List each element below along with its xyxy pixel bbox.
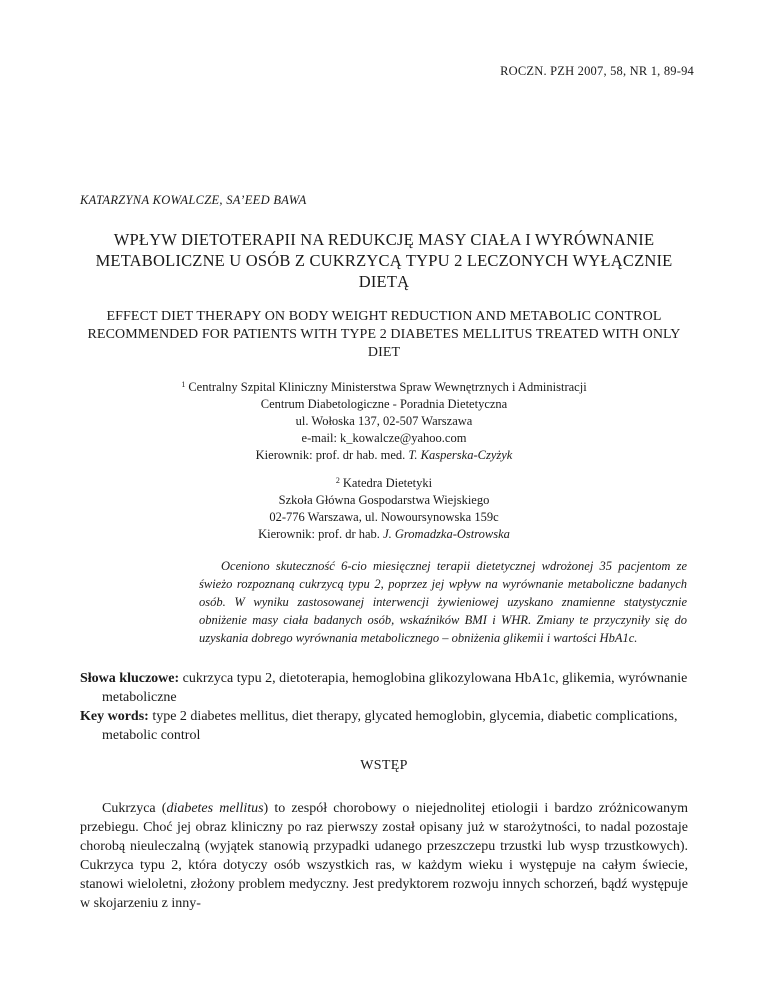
abstract: Oceniono skuteczność 6-cio miesięcznej terapii dietetycznej wdrożonej 35 pacjentom ze świeżo rozpoznaną cukrzycą typu 2, poprzez jej wpływ na wyrównanie metaboliczne badanych osób. W wyniku zastosowanej interwencji żywieniowej uzyskano znamienne statystycznie obniżenie masy ciała badanych osób, wskaźników BMI i WHR. Zmiany te przyczyniły się do uzyskania dobrego wyrównania metabolicznego – obniżenia glikemii i wartości HbA1c. — [199, 559, 687, 645]
authors: KATARZYNA KOWALCZE, SA’EED BAWA — [80, 193, 307, 207]
affiliation-1-email: e-mail: k_kowalcze@yahoo.com — [301, 431, 467, 445]
affiliation-1-line-1: $^1$ Centralny Szpital Kliniczny Ministerstwa Spraw Wewnętrznych i Administracji — [181, 380, 587, 394]
affiliation-2-line-1: $^2$ Katedra Dietetyki — [335, 476, 433, 490]
affiliation-2-head: Kierownik: prof. dr hab. J. Gromadzka-Ostrowska — [258, 527, 510, 541]
affiliation-1-head: Kierownik: prof. dr hab. med. T. Kasperska-Czyżyk — [255, 448, 513, 462]
keywords-english-label: Key words: — [80, 709, 149, 724]
affiliation-2-line-2: Szkoła Główna Gospodarstwa Wiejskiego — [278, 493, 490, 507]
keywords-block — [80, 669, 688, 745]
affiliation-1-head-name: T. Kasperska-Czyżyk — [408, 448, 513, 462]
affiliation-2-marker: 2 — [335, 476, 340, 485]
journal-reference: ROCZN. PZH 2007, 58, NR 1, 89-94 — [500, 64, 694, 78]
keywords-polish: Słowa kluczowe: cukrzyca typu 2, dietoterapia, hemoglobina glikozylowana HbA1c, glikemia, wyrównanie metaboliczne — [80, 671, 688, 705]
affiliation-2 — [80, 472, 688, 543]
latin-term: diabetes mellitus — [166, 801, 264, 816]
affiliation-1-marker: 1 — [181, 380, 186, 389]
keywords-english: Key words: type 2 diabetes mellitus, diet therapy, glycated hemoglobin, glycemia, diabetic complications, metabolic control — [80, 709, 678, 743]
affiliation-1-line-3: ul. Wołoska 137, 02-507 Warszawa — [295, 414, 473, 428]
title-english: EFFECT DIET THERAPY ON BODY WEIGHT REDUCTION AND METABOLIC CONTROL RECOMMENDED FOR PATIENTS WITH TYPE 2 DIABETES MELLITUS TREATED WITH ONLY DIET — [87, 309, 681, 360]
affiliation-2-line-3: 02-776 Warszawa, ul. Nowoursynowska 159c — [269, 510, 499, 524]
affiliation-1-line-2: Centrum Diabetologiczne - Poradnia Dietetyczna — [260, 397, 508, 411]
section-heading: WSTĘP — [360, 758, 408, 773]
affiliation-2-head-name: J. Gromadzka-Ostrowska — [383, 527, 510, 541]
title-polish: WPŁYW DIETOTERAPII NA REDUKCJĘ MASY CIAŁA I WYRÓWNANIE METABOLICZNE U OSÓB Z CUKRZYCĄ TYPU 2 LECZONYCH WYŁĄCZNIE DIETĄ — [95, 230, 673, 291]
keywords-polish-label: Słowa kluczowe: — [80, 671, 180, 686]
body-paragraph: Cukrzyca (diabetes mellitus) to zespół chorobowy o niejednolitej etiologii i bardzo zróżnicowanym przebiegu. Choć jej obraz kliniczny po raz pierwszy został opisany już w starożytności, to nadal pozostaje chorobą nieuleczalną (wyjątek stanowią przypadki udanego przeszczepu trzustki lub wysp trzustkowych). Cukrzyca typu 2, która dotyczy osób wszystkich ras, w każdym wieku i występuje na całym świecie, stanowi wieloletni, złożony problem medyczny. Jest predyktorem rozwoju innych schorzeń, bądź występuje w skojarzeniu z inny- — [80, 801, 688, 911]
affiliation-1 — [80, 376, 688, 464]
